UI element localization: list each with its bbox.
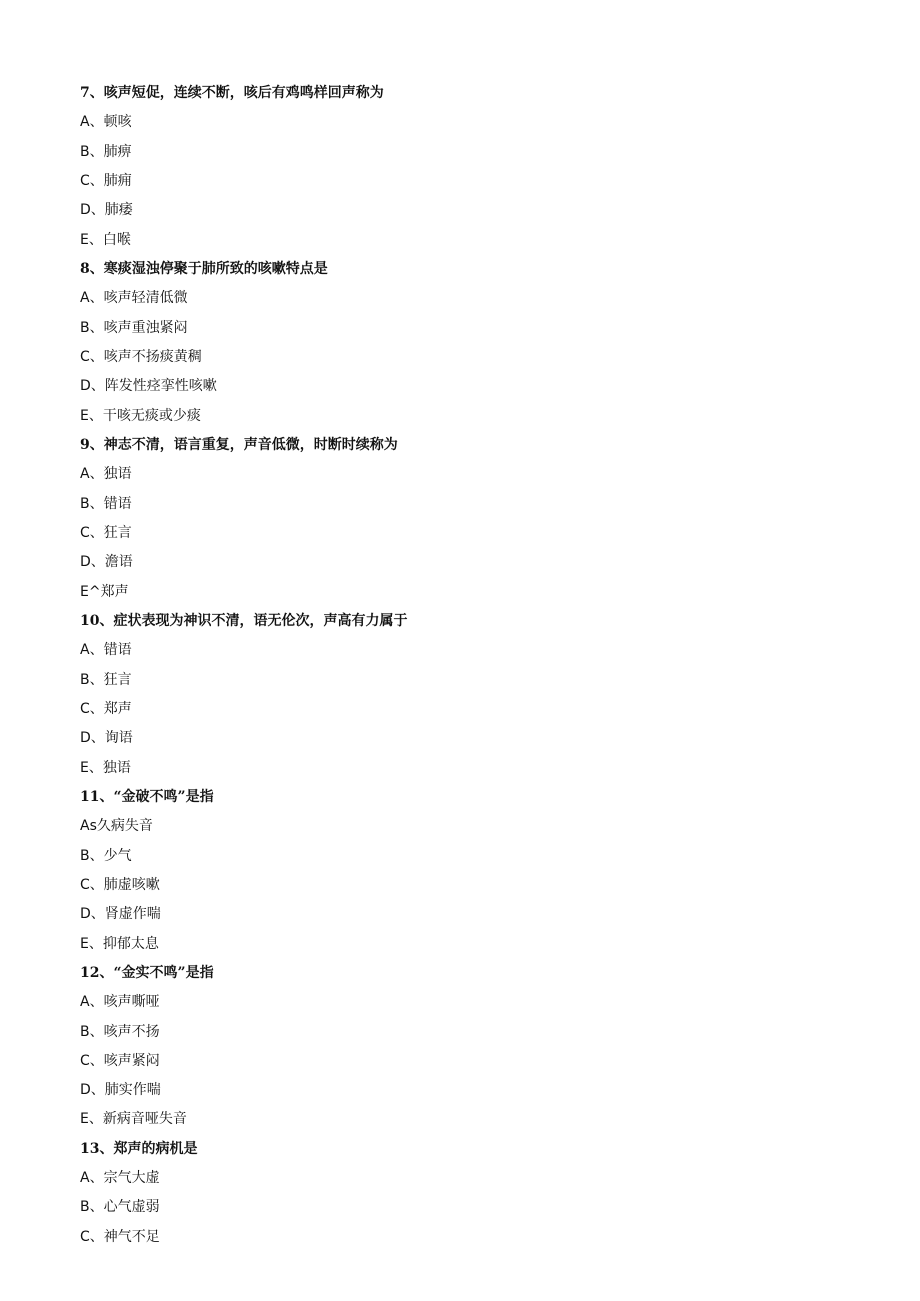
answer-option: E、干咳无痰或少痰 [80,407,201,424]
answer-option: A、顿咳 [80,114,132,131]
answer-option: B、心气虚弱 [80,1199,160,1216]
question-stem: 7、咳声短促，连续不断，咳后有鸡鸣样回声称为 [80,85,384,101]
question-stem: 8、寒痰湿浊停聚于肺所致的咳嗽特点是 [80,260,328,277]
answer-option: E、抑郁太息 [80,935,159,952]
answer-option: B、咳声重浊紧闷 [80,319,188,336]
answer-option: B、错语 [80,495,132,512]
answer-option: C、郑声 [80,700,132,717]
answer-option: D、澹语 [80,554,133,571]
answer-option: E、新病音哑失音 [80,1111,187,1128]
answer-option: D、肺实作喘 [80,1082,161,1099]
answer-option: A、咳声嘶哑 [80,994,160,1011]
answer-option: D、询语 [80,730,133,747]
question-stem: 10、症状表现为神识不清，语无伦次，声高有力属于 [80,612,408,629]
answer-option: B、咳声不扬 [80,1023,160,1040]
answer-option: E、独语 [80,759,131,776]
answer-option: E、白喉 [80,231,131,248]
document-page [80,79,880,1252]
answer-option: C、咳声紧闷 [80,1052,160,1069]
answer-option: C、肺痈 [80,172,132,189]
answer-option: C、肺虚咳嗽 [80,876,160,893]
question-stem: 13、郑声的病机是 [80,1140,198,1157]
question-stem: 12、“金实不鸣”是指 [80,964,214,981]
answer-option: C、神气不足 [80,1228,160,1245]
answer-option: A、独语 [80,466,132,483]
answer-option: C、咳声不扬痰黄稠 [80,348,202,365]
question-stem: 11、“金破不鸣”是指 [80,788,214,805]
answer-option: D、肺痿 [80,202,133,219]
answer-option: A、宗气大虚 [80,1170,160,1187]
question-stem: 9、神志不清，语言重复，声音低微，时断时续称为 [80,436,398,453]
answer-option: B、少气 [80,847,132,864]
answer-option: B、肺痹 [80,143,132,160]
answer-option: D、阵发性痉挛性咳嗽 [80,378,217,395]
answer-option: E^郑声 [80,583,129,600]
answer-option: A、咳声轻清低微 [80,290,188,307]
answer-option: A、错语 [80,642,132,659]
answer-option: As久病失音 [80,818,153,835]
answer-option: B、狂言 [80,671,132,688]
answer-option: D、肾虚作喘 [80,906,161,923]
answer-option: C、狂言 [80,524,132,541]
